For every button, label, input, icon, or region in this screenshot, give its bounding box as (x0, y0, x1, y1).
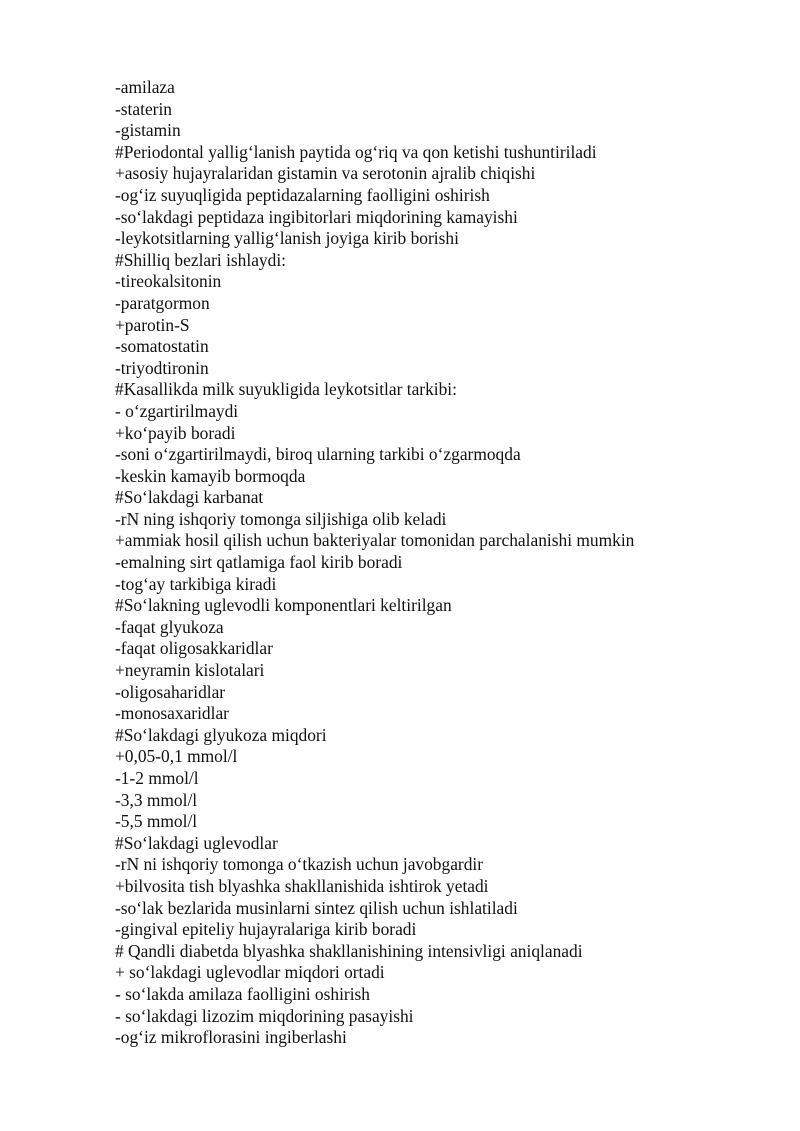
text-line: #Shilliq bezlari ishlaydi: (115, 249, 286, 270)
text-line: #So‘lakdagi glyukoza miqdori (115, 724, 327, 745)
text-line: -staterin (115, 98, 172, 119)
text-line: +ko‘payib boradi (115, 422, 236, 443)
text-line: -3,3 mmol/l (115, 789, 198, 810)
text-line: #So‘lakdagi karbanat (115, 487, 264, 508)
text-line: -1-2 mmol/l (115, 768, 199, 788)
text-lines (115, 77, 634, 1049)
text-line: -oligosaharidlar (115, 681, 226, 702)
text-line: +parotin-S (115, 314, 190, 335)
text-line: -somatostatin (115, 336, 209, 357)
text-line: +ammiak hosil qilish uchun bakteriyalar tomonidan parchalanishi mumkin (115, 530, 635, 551)
text-line: + so‘lakdagi uglevodlar miqdori ortadi (115, 962, 385, 983)
text-line: #So‘lakdagi uglevodlar (115, 832, 278, 853)
text-line: - so‘lakda amilaza faolligini oshirish (115, 983, 370, 1004)
text-line: -so‘lak bezlarida musinlarni sintez qilish uchun ishlatiladi (115, 897, 518, 918)
text-line: -gistamin (115, 120, 181, 141)
text-line: #Kasallikda milk suyukligida leykotsitlar tarkibi: (115, 379, 457, 400)
text-line: -keskin kamayib bormoqda (115, 465, 306, 486)
text-line: -5,5 mmol/l (115, 811, 198, 832)
text-line: +neyramin kislotalari (115, 660, 265, 681)
text-line: -so‘lakdagi peptidaza ingibitorlari miqdorining kamayishi (115, 206, 518, 227)
text-line: -tog‘ay tarkibiga kiradi (115, 573, 277, 594)
text-line: # Qandli diabetda blyashka shakllanishining intensivligi aniqlanadi (115, 940, 583, 961)
text-line: -emalning sirt qatlamiga faol kirib boradi (115, 552, 403, 573)
text-line: +0,05-0,1 mmol/l (115, 746, 238, 767)
text-line: -leykotsitlarning yallig‘lanish joyiga kirib borishi (115, 228, 459, 249)
text-line: -monosaxaridlar (115, 703, 229, 724)
text-line: -tireokalsitonin (115, 271, 222, 292)
text-line: -soni o‘zgartirilmaydi, biroq ularning tarkibi o‘zgarmoqda (115, 444, 521, 465)
text-line: -rN ni ishqoriy tomonga o‘tkazish uchun javobgardir (115, 854, 484, 875)
text-line: -triyodtironin (115, 357, 209, 378)
text-line: -faqat oligosakkaridlar (115, 638, 273, 659)
text-line: #So‘lakning uglevodli komponentlari keltirilgan (115, 595, 452, 616)
text-line: +asosiy hujayralaridan gistamin va serotonin ajralib chiqishi (115, 163, 536, 184)
text-line: -og‘iz mikroflorasini ingiberlashi (115, 1027, 347, 1048)
text-line: #Periodontal yallig‘lanish paytida og‘riq va qon ketishi tushuntiriladi (115, 141, 597, 162)
text-line: +bilvosita tish blyashka shakllanishida ishtirok yetadi (115, 875, 489, 896)
text-line: -faqat glyukoza (115, 616, 224, 637)
text-line: -amilaza (115, 77, 175, 97)
text-line: -gingival epiteliy hujayralariga kirib boradi (115, 919, 417, 940)
text-line: -og‘iz suyuqligida peptidazalarning faolligini oshirish (115, 184, 490, 205)
text-line: - so‘lakdagi lizozim miqdorining pasayishi (115, 1005, 414, 1026)
text-line: - o‘zgartirilmaydi (115, 400, 239, 421)
text-line: -paratgormon (115, 292, 210, 313)
text-line: -rN ning ishqoriy tomonga siljishiga olib keladi (115, 508, 447, 529)
